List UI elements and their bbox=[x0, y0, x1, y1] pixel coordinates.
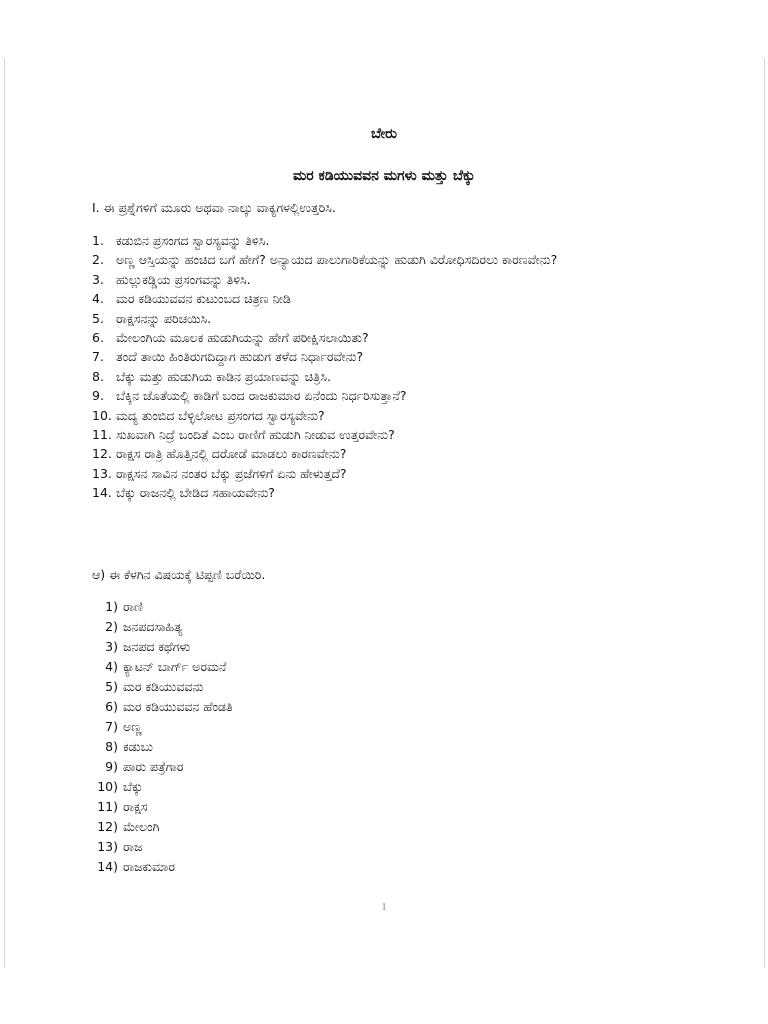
topic-item bbox=[92, 617, 233, 637]
topic-item-number: 10) bbox=[97, 779, 118, 794]
question-item-number: 5. bbox=[92, 310, 104, 326]
question-item bbox=[92, 289, 612, 308]
page-number: 1 bbox=[381, 901, 387, 913]
question-list bbox=[92, 231, 612, 503]
question-item bbox=[92, 347, 612, 366]
topic-item-text: ರಾಜಕುಮಾರ bbox=[123, 859, 175, 874]
question-item-text: ಸುಖವಾಗಿ ನಿದ್ರೆ ಬಂದಿತೆ ಎಂಬ ರಾಣಿಗೆ ಹುಡುಗಿ ನೀಡುವ ಉತ್ತರವೇನು? bbox=[116, 427, 395, 443]
question-item-text: ರಾಕ್ಷಸನನ್ನು ಪರಿಚಯಿಸಿ. bbox=[116, 310, 212, 326]
topic-item bbox=[92, 837, 233, 857]
question-item-number: 3. bbox=[92, 271, 104, 287]
question-item-number: 9. bbox=[92, 388, 104, 404]
topic-item bbox=[92, 697, 233, 717]
topic-item-text: ರಾಜ bbox=[123, 839, 143, 854]
question-item bbox=[92, 386, 612, 405]
topic-item bbox=[92, 597, 233, 617]
topic-item-text: ಬೆಕ್ಕು bbox=[123, 779, 143, 794]
topic-item-text: ಪಾರು ಪತ್ರೆಗಾರ bbox=[123, 759, 184, 774]
question-item-number: 11. bbox=[92, 427, 112, 443]
topic-item bbox=[92, 817, 233, 837]
question-item-number: 10. bbox=[92, 407, 112, 423]
topic-item-text: ಅಣ್ಣ bbox=[123, 719, 142, 734]
topic-item bbox=[92, 717, 233, 737]
question-item bbox=[92, 483, 612, 502]
question-item bbox=[92, 444, 612, 463]
question-item-number: 4. bbox=[92, 291, 104, 307]
topic-item-number: 1) bbox=[105, 599, 118, 614]
question-item-text: ಮರ ಕಡಿಯುವವನ ಕುಟುಂಬದ ಚಿತ್ರಣ ನೀಡಿ bbox=[116, 291, 291, 307]
topic-item-number: 6) bbox=[105, 699, 118, 714]
topic-item-text: ಕ್ಯಾಟನ್ ಬಾರ್ಗ್ ಅರಮನೆ bbox=[123, 659, 227, 674]
topic-item bbox=[92, 797, 233, 817]
topic-item bbox=[92, 637, 233, 657]
question-item-text: ಬೆಕ್ಕು ರಾಜನಲ್ಲಿ ಬೇಡಿದ ಸಹಾಯವೇನು? bbox=[116, 485, 275, 501]
section-2-instruction: ಆ) ಈ ಕೆಳಗಿನ ವಿಷಯಕ್ಕೆ ಟಿಪ್ಪಣಿ ಬರೆಯಿರಿ. bbox=[92, 567, 266, 582]
topic-item-text: ಮೇಲಂಗಿ bbox=[123, 819, 160, 834]
topic-item-text: ಮರ ಕಡಿಯುವವನ ಹೆಂಡತಿ bbox=[123, 699, 233, 714]
question-item-number: 8. bbox=[92, 368, 104, 384]
topic-item-text: ಕಡುಬು bbox=[123, 739, 154, 754]
page-title: ಮರ ಕಡಿಯುವವನ ಮಗಳು ಮತ್ತು ಬೆಕ್ಕು bbox=[292, 168, 476, 184]
topic-item-number: 13) bbox=[97, 839, 118, 854]
topic-item-number: 9) bbox=[105, 759, 118, 774]
topic-item-text: ಜನಪದಸಾಹಿತ್ಯ bbox=[123, 619, 183, 634]
topic-item-number: 12) bbox=[97, 819, 118, 834]
question-item bbox=[92, 406, 612, 425]
question-item-number: 13. bbox=[92, 465, 112, 481]
topic-item-number: 11) bbox=[97, 799, 118, 814]
topic-item bbox=[92, 657, 233, 677]
topic-item-number: 4) bbox=[105, 659, 118, 674]
topic-item-text: ರಾಣಿ bbox=[123, 599, 143, 614]
question-item-text: ರಾಕ್ಷಸ ರಾತ್ರಿ ಹೊತ್ತಿನಲ್ಲಿ ದರೋಡೆ ಮಾಡಲು ಕಾರಣವೇನು? bbox=[116, 446, 347, 462]
topic-item-text: ರಾಕ್ಷಸ bbox=[123, 799, 148, 814]
question-item-number: 2. bbox=[92, 252, 104, 268]
question-item-text: ರಾಕ್ಷಸನ ಸಾವಿನ ನಂತರ ಬೆಕ್ಕು ಪ್ರಜೆಗಳಿಗೆ ಏನು ಹೇಳುತ್ತದೆ? bbox=[116, 465, 347, 481]
question-item-number: 6. bbox=[92, 330, 104, 346]
question-item bbox=[92, 270, 612, 289]
question-item-text: ಬೆಕ್ಕು ಮತ್ತು ಹುಡುಗಿಯ ಕಾಡಿನ ಪ್ರಯಾಣವನ್ನು ಚಿತ್ರಿಸಿ. bbox=[116, 368, 331, 384]
page-heading: ಬೇರು bbox=[370, 126, 397, 142]
question-item bbox=[92, 309, 612, 328]
question-item-text: ಬೆಕ್ಕಿನ ಜೊತೆಯಲ್ಲಿ ಕಾಡಿಗೆ ಬಂದ ರಾಜಕುಮಾರ ಏನೆಂದು ನಿರ್ಧರಿಸುತ್ತಾನೆ? bbox=[116, 388, 407, 404]
topic-item-number: 3) bbox=[105, 639, 118, 654]
question-item-number: 12. bbox=[92, 446, 112, 462]
question-item-text: ಹುಲ್ಲುಕಡ್ಡಿಯ ಪ್ರಸಂಗವನ್ನು ತಿಳಿಸಿ. bbox=[116, 271, 251, 287]
question-item-number: 14. bbox=[92, 485, 112, 501]
topic-item bbox=[92, 737, 233, 757]
topic-list bbox=[92, 597, 233, 877]
question-item bbox=[92, 328, 612, 347]
question-item-number: 7. bbox=[92, 349, 104, 365]
question-item bbox=[92, 250, 612, 269]
topic-item-number: 7) bbox=[105, 719, 118, 734]
topic-item bbox=[92, 857, 233, 877]
question-item-number: 1. bbox=[92, 233, 104, 248]
question-item bbox=[92, 231, 612, 250]
topic-item-text: ಮರ ಕಡಿಯುವವನು bbox=[123, 679, 204, 694]
topic-item-number: 2) bbox=[105, 619, 118, 634]
question-item bbox=[92, 367, 612, 386]
section-1-instruction: I. ಈ ಪ್ರಶ್ನೆಗಳಿಗೆ ಮೂರು ಅಥವಾ ನಾಲ್ಕು ವಾಕ್ಯಗಳಲ್ಲಿಉತ್ತರಿಸಿ. bbox=[92, 200, 336, 215]
question-item-text: ಮದ್ಯ ತುಂಬಿದ ಬೆಳ್ಳಿಲೋಟ ಪ್ರಸಂಗದ ಸ್ವಾರಸ್ಯವೇನು? bbox=[116, 407, 325, 423]
topic-item bbox=[92, 777, 233, 797]
question-item bbox=[92, 464, 612, 483]
topic-item bbox=[92, 677, 233, 697]
question-item-text: ತಂದೆ ತಾಯಿ ಹಿಂತಿರುಗದಿದ್ದಾಗ ಹುಡುಗ ತಳೆದ ನಿರ್ಧಾರವೇನು? bbox=[116, 349, 364, 365]
topic-item-number: 14) bbox=[97, 859, 118, 874]
question-item-text: ಅಣ್ಣ ಆಸ್ತಿಯನ್ನು ಹಂಚಿದ ಬಗೆ ಹೇಗೆ? ಅನ್ಯಾಯದ ಪಾಲುಗಾರಿಕೆಯನ್ನು ಹುಡುಗಿ ವಿರೋಧಿಸದಿರಲು ಕಾರಣವೇನು? bbox=[116, 252, 558, 268]
question-item-text: ಮೇಲಂಗಿಯ ಮೂಲಕ ಹುಡುಗಿಯನ್ನು ಹೇಗೆ ಪರೀಕ್ಷಿಸಲಾಯಿತು? bbox=[116, 330, 369, 346]
topic-item-text: ಜನಪದ ಕಥೆಗಳು bbox=[123, 639, 191, 654]
topic-item-number: 8) bbox=[105, 739, 118, 754]
question-item-text: ಕಡುಬಿನ ಪ್ರಸಂಗದ ಸ್ವಾರಸ್ಯವನ್ನು ತಿಳಿಸಿ. bbox=[116, 233, 270, 248]
question-item bbox=[92, 425, 612, 444]
topic-item-number: 5) bbox=[105, 679, 118, 694]
topic-item bbox=[92, 757, 233, 777]
